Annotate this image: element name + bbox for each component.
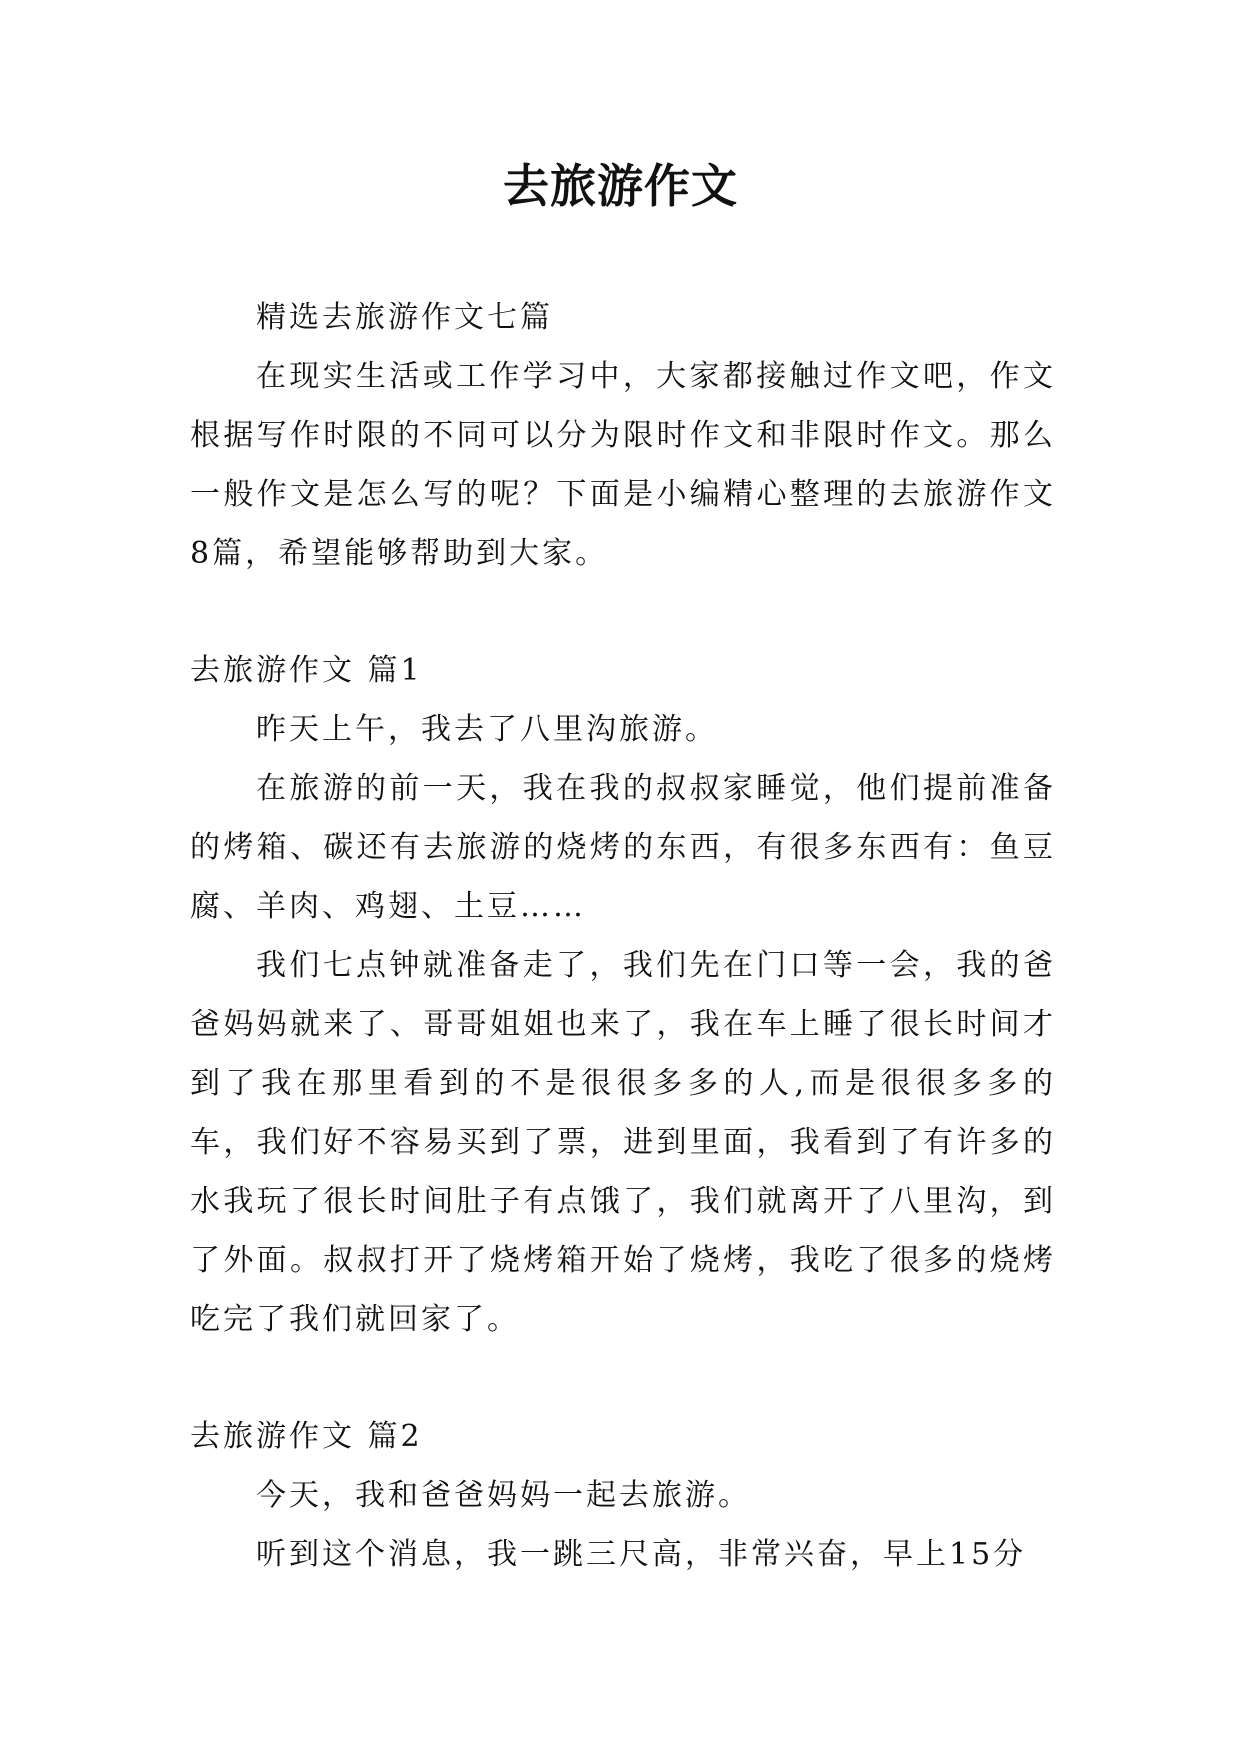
document-subtitle: 精选去旅游作文七篇 (256, 300, 553, 335)
intro-paragraph: 在现实生活或工作学习中，大家都接触过作文吧，作文根据写作时限的不同可以分为限时作文和非限时作文。那么一般作文是怎么写的呢？下面是小编精心整理的去旅游作文8篇，希望能够帮助到大家。 (190, 359, 1056, 571)
document-title: 去旅游作文 (503, 159, 738, 213)
section-1-paragraph-3: 我们七点钟就准备走了，我们先在门口等一会，我的爸爸妈妈就来了、哥哥姐姐也来了，我在车上睡了很长时间才到了我在那里看到的不是很很多多的人,而是很很多多的车，我们好不容易买到了票，进到里面，我看到了有许多的水我玩了很长时间肚子有点饿了，我们就离开了八里沟，到了外面。叔叔打开了烧烤箱开始了烧烤，我吃了很多的烧烤吃完了我们就回家了。 (190, 948, 1056, 1337)
section-heading-1: 去旅游作文 篇1 (190, 653, 423, 688)
section-2-paragraph-1: 今天，我和爸爸妈妈一起去旅游。 (256, 1478, 751, 1513)
document-body (190, 288, 1056, 1584)
section-1-paragraph-2: 在旅游的前一天，我在我的叔叔家睡觉，他们提前准备的烤箱、碳还有去旅游的烧烤的东西，有很多东西有：鱼豆腐、羊肉、鸡翅、土豆…… (190, 771, 1056, 924)
section-heading-2: 去旅游作文 篇2 (190, 1419, 423, 1454)
section-2-paragraph-2: 听到这个消息，我一跳三尺高，非常兴奋，早上15分 (256, 1537, 1027, 1572)
section-1-paragraph-1: 昨天上午，我去了八里沟旅游。 (256, 712, 718, 747)
